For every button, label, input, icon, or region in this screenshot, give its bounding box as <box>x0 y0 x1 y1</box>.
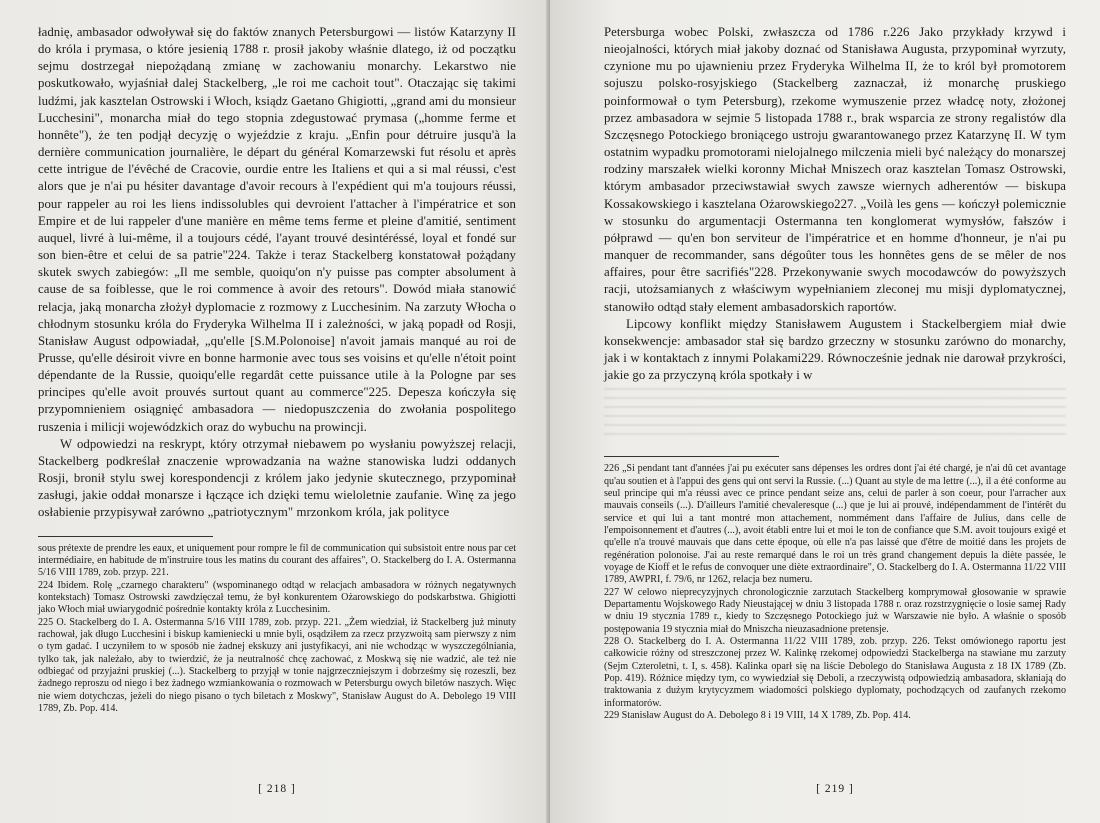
footnote-228: 228 O. Stackelberg do I. A. Ostermanna 11/22 VIII 1789, zob. przyp. 226. Tekst omówionego raportu jest całkowicie różny od streszczonej przez W. Kalinkę rzekomej odpowiedzi Stackelberga na stawiane mu zarzuty (Sejm Czteroletni, t. I, s. 458). Kalinka oparł się na liście Debolego do Stanisława Augusta z 18 IX 1789 (Zb. Pop. 419). Różnice między tym, co wywiedział się Deboli, a rzeczywistą odpowiedzią ambasadora, skłaniają do traktowania z dużym krytycyzmem wiadomości polskiego dyplomaty, pochodzących od zaufanych rzekomo informatorów. <box>604 636 1066 709</box>
footnote-224: 224 Ibidem. Rolę „czarnego charakteru" (wspominanego odtąd w relacjach ambasadora w różnych negatywnych kontekstach) Tomasz Ostrowski zawdzięczał temu, że był konkurentem Ożarowskiego do podskarbstwa. Ghigiotti jako Włoch miał uwiarygodnić pośrednie kontakty króla z Lucchesinim. <box>38 579 516 616</box>
right-page <box>550 0 1100 823</box>
footnote-227: 227 W celowo nieprecyzyjnych chronologicznie zarzutach Stackelberg komprymował głosowanie w sprawie Departamentu Wojskowego Rady Nieustającej w dniu 3 listopada 1788 r. oraz rozstrzygnięcie o losie samej Rady w dniu 19 stycznia 1789 r., kiedy to Szczęsnego Potockiego już w Warszawie nie było. A właśnie o sposób postępowania 19 stycznia miał do Mniszcha nieuzasadnione pretensje. <box>604 586 1066 635</box>
footnote-separator <box>38 536 213 537</box>
right-footnotes <box>604 463 1066 722</box>
footnote-continuation: sous prétexte de prendre les eaux, et uniquement pour rompre le fil de communication qui subsistoit entre nous par cet intermédiaire, en habitude de m'instruire tous les matins du courant des affaires", O. Stackelberg do I. A. Ostermanna 5/16 VIII 1789, zob. przyp. 221. <box>38 542 516 579</box>
left-body-text <box>38 24 516 522</box>
left-paragraph-1: ładnię, ambasador odwoływał się do faktów znanych Petersburgowi — listów Katarzyny II do króla i prymasa, o które jesienią 1788 r. prosił jakoby właśnie dlatego, iż od początku sejmu dostrzegał niepożądaną zmianę w zachowaniu monarchy. Lekarstwo nie poskutkowało, wyjaśniał dalej Stackelberg, „le roi me cachoit tout". Otaczając się takimi ludźmi, jak kasztelan Ostrowski i Włoch, ksiądz Gaetano Ghigiotti, „grand ami du monsieur Lucchesini", monarcha miał do tego stopnia zdegustować prymasa („homme ferme et honnête"), że ten podjął decyzję o wyjeździe z kraju. „Enfin pour détruire jusqu'à la dernière communication journalière, le départ du général Komarzewski fut résolu et après cette intrigue de l'évêché de Cracovie, ourdie entre les Italiens et qui a si mal réussi, c'est alors que je n'ai pu hésiter davantage d'avoir recours à l'expédient qui m'a toujours réussi, pour rappeler au roi les liens indissolubles qui devroient l'attacher à l'impératrice et son Empire et de lui rappeler d'une manière en même tems ferme et pleine d'amitié, sentiment auquel, livré à lui-même, il a toujours cédé, l'ayant trouvé desintéréssé, loyal et fondé sur son bien-être et celui de sa patrie"224. Także i teraz Stackelberg konstatował pożądany skutek swych zabiegów: „Il me semble, quoiqu'on n'y puisse pas compter absolument à cause de sa foiblesse, que le roi commence à avoir des retours". Dowód miała stanowić relacja, jaką monarcha złożył dyplomacie z rozmowy z Lucchesinim. Na zarzuty Włocha o chłodnym stosunku króla do Fryderyka Wilhelma II i zależności, w jaką popadł od Rosji, Stanisław August odpowiadał, „qu'elle [S.M.Polonoise] n'avoit jamais manqué au roi de Prusse, qu'elle désiroit vivre en bonne harmonie avec tous ses voisins et qu'elle n'étoit point dépendante de la Russie, quoiqu'elle regardât cette puissance utile à la Pologne par ses principes qu'elle avoit prouvés surtout quant au commerce"225. Depesza kończyła się przypomnieniem osiągnięć ambasadora — niedopuszczenia do zwołania pospolitego ruszenia i milicji wojewódzkich oraz do wybuchu na prowincji. <box>38 25 516 434</box>
left-paragraph-2: W odpowiedzi na reskrypt, który otrzymał niebawem po wysłaniu powyższej relacji, Stackelberg podkreślał znaczenie wprowadzania na ważne stanowiska ludzi oddanych Rosji, bronił stylu swej korespondencji z królem jako jedynie skutecznego, przypominał zasługi, jakie oddał monarsze i łączące ich dzięki temu wieloletnie zaufanie. Winę za jego osłabienie przypisywał zarówno „patriotycznym" mrzonkom króla, jak polityce <box>38 436 516 520</box>
left-page-number: [ 218 ] <box>258 783 296 795</box>
footnote-separator <box>604 456 779 457</box>
left-footnotes <box>38 543 516 716</box>
bleed-through-shadow <box>604 388 1066 442</box>
footnote-226: 226 „Si pendant tant d'années j'ai pu exécuter sans dépenses les ordres dont j'ai été chargé, je n'ai dû cet avantage qu'au soutien et à l'appui des gens qui ont servi la Russie. (...) Quant au style de ma lettre (...), il a été conforme au seul principe qui m'a réussi avec ce prince pendant seize ans, celui de parler à son coeur, pour l'arracher aux mauvais conseils (...). D'ailleurs l'amitié chevaleresque (...) que je lui ai prouvé, indépendamment de l'intérêt du service et qui lui a tant montré mon attachement, nommément dans l'affaire de Julius, dans celle de l'empoisonnement et d'autres (...), avoit établi entre lui et moi le ton de confiance que S.M. avoit toujours exigé et qu'elle n'a trouvé mauvais que dans cette époque, où elle n'a pas laissé que d'être de moitié dans les projets de regénération polonoise. J'ai au reste remarqué dans le roi un très grand changement depuis la diète passée, le voyage de Kioff et le refus de convoquer une diète extraordinaire", O. Stackelberg do I. A. Ostermanna 11/22 VIII 1789, AWPRI, f. 79/6, nr 1262, relacja bez numeru. <box>604 463 1066 586</box>
right-page-number: [ 219 ] <box>816 783 854 795</box>
right-body-text <box>604 24 1066 384</box>
footnote-225: 225 O. Stackelberg do I. A. Ostermanna 5/16 VIII 1789, zob. przyp. 221. „Żem wiedział, iż Stackelberg już minuty rachował, jak długo Lucchesini i biskup kamieniecki u mnie byli, osądziłem za rzecz przyzwoitą sam pierwszy z nim o tym gadać. I uczyniłem to w sposób nie żadnej ekskuzy ani justyfikacyi, ani nie wchodząc w wyszczególniania, tylko tak, jak należało, aby to twierdzić, że ja neutralność chcę zachować, z Moskwą się nie wadzić, ale też nie odbiegać od przyjaźni pruskiej (...). Stackelberg to przyjął w tonie najgrzeczniejszym i dobrześmy się rozeszli, bez żadnego reproszu od niego i bez żadnego wzmiankowania o rozmowach w Petersburgu owych biletów naszych. Więc nie wiem dotychczas, jeżeli do niego pisano o tych biletach z Moskwy", Stanisław August do A. Debolego 19 VIII 1789, Zb. Pop. 414. <box>38 616 516 714</box>
right-paragraph-1: Petersburga wobec Polski, zwłaszcza od 1786 r.226 Jako przykłady krzywd i nieojalności, których miał jakoby doznać od Stanisława Augusta, przypominał wyrzuty, czynione mu po ujawnieniu przez Fryderyka Wilhelma II, że to król był promotorem sojuszu polsko-rosyjskiego (Stackelberg zaznaczał, iż monarchę pruskiego poinformował o tym Petersburg), rzekome wymuszenie przez władcę noty, złożonej przez ambasadora w sejmie 5 listopada 1788 r., brak wsparcia ze strony regalistów dla Szczęsnego Potockiego broniącego ustroju gwarantowanego przez Katarzynę II. W tym ostatnim wypadku promotorami nielojalnego milczenia mieli być należący do monarszej rodziny marszałek wielki koronny Michał Mniszech oraz kasztelan Tomasz Ostrowski, którym ambasador przeciwstawiał swych zawsze wiernych adherentów — biskupa Kossakowskiego i kasztelana Ożarowskiego227. „Voilà les gens — kończył polemicznie w stosunku do argumentacji Ostermanna ten konglomerat wymysłów, fałszów i półprawd — qu'en bon serviteur de l'impératrice et en homme d'honneur, je n'ai pu manquer de recommander, sans dégoûter tous les honnêtes gens de se mêler de nos affaires, pour être sacrifiés"228. Przekonywanie swych mocodawców do powyższych racji, utożsamianych z właściwym wypełnianiem zleconej mu misji dyplomatycznej, stanowiło odtąd stały element ambasadorskich raportów. <box>604 25 1066 314</box>
right-paragraph-2: Lipcowy konflikt między Stanisławem Augustem i Stackelbergiem miał dwie konsekwencje: ambasador stał się bardzo grzeczny w stosunku zarówno do monarchy, jak i w kontaktach z innymi Polakami229. Równocześnie jednak nie darował przykrości, jakie go za przyczyną króla spotkały i w <box>604 316 1066 383</box>
footnote-229: 229 Stanisław August do A. Debolego 8 i 19 VIII, 14 X 1789, Zb. Pop. 414. <box>604 710 911 722</box>
